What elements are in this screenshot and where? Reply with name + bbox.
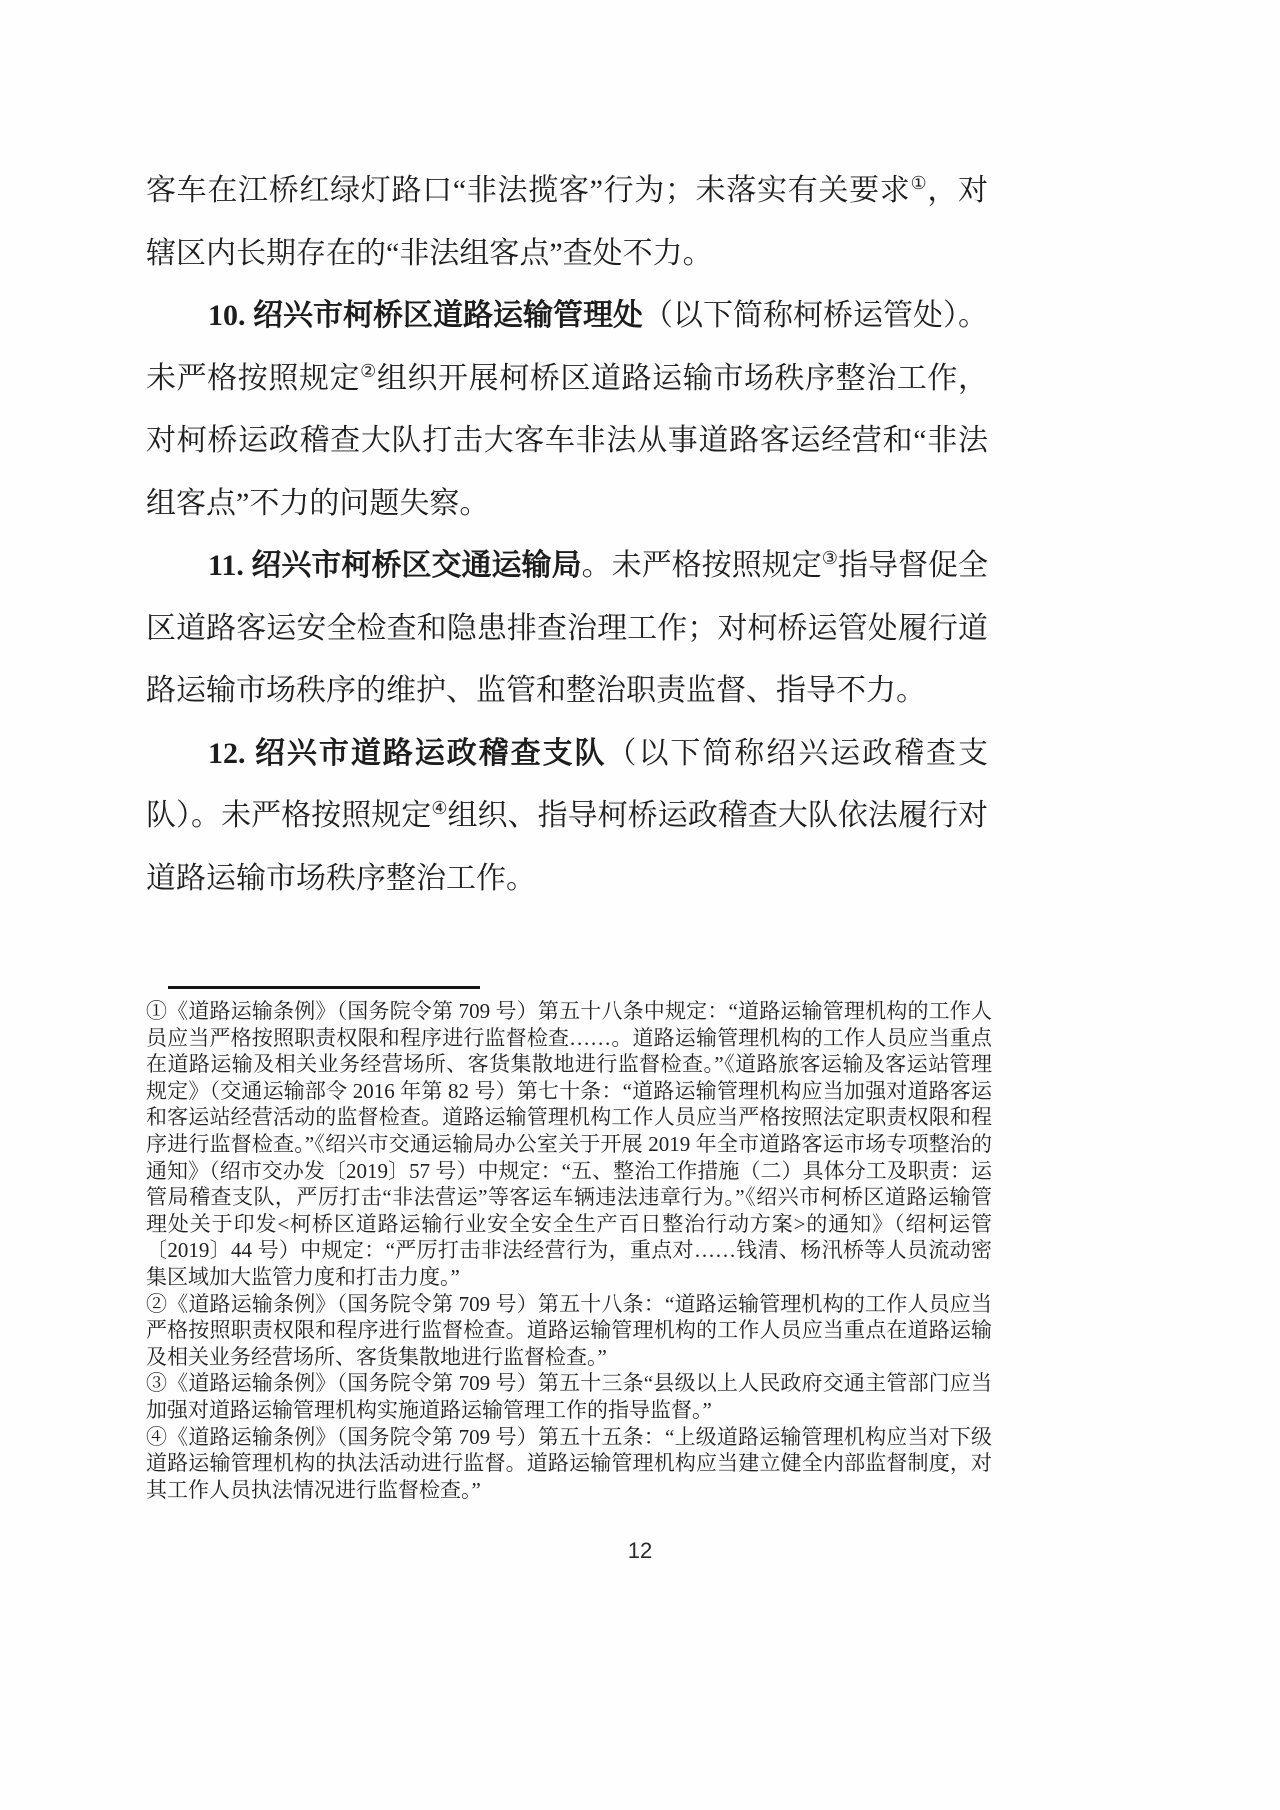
footnotes-section: [146, 998, 992, 1503]
footnote-item: ③《道路运输条例》（国务院令第 709 号）第五十三条“县级以上人民政府交通主管部门应当加强对道路运输管理机构实施道路运输管理工作的指导监督。”: [146, 1371, 992, 1422]
footnote-reference: ②: [360, 360, 377, 381]
footnote-reference: ③: [821, 548, 838, 568]
footnote-item: ④《道路运输条例》（国务院令第 709 号）第五十五条：“上级道路运输管理机构应当对下级道路运输管理机构的执法活动进行监督。道路运输管理机构应当建立健全内部监督制度，对其工作人员执法情况进行监督检查。”: [146, 1424, 992, 1502]
page-number: 12: [627, 1538, 653, 1563]
paragraph-text: 组织、指导柯桥运政稽查大队依法履行对道路运输市场秩序整治工作。: [146, 799, 989, 895]
footnote-item: ②《道路运输条例》（国务院令第 709 号）第五十八条：“道路运输管理机构的工作人员应当严格按照职责权限和程序进行监督检查。道路运输管理机构的工作人员应当重点在道路运输及相关业务经营场所、客货集散地进行监督检查。”: [146, 1291, 992, 1369]
paragraph-text: 指导督促全区道路客运安全检查和隐患排查治理工作；对柯桥运管处履行道路运输市场秩序的维护、监管和整治职责监督、指导不力。: [146, 549, 989, 707]
footnote-reference: ④: [431, 798, 448, 818]
paragraph-heading: 11. 绍兴市柯桥区交通运输局: [208, 549, 582, 582]
para-continuation: [146, 160, 988, 285]
para-item-10: [146, 285, 988, 535]
paragraph-text: 。未严格按照规定: [581, 549, 822, 582]
body-text: [146, 160, 988, 910]
para-item-12: [146, 723, 988, 911]
paragraph-text: ，对辖区内长期存在的“非法组客点”查处不力。: [146, 174, 988, 270]
paragraph-text: （以下简称柯桥运管处）。未严格按照规定: [146, 299, 988, 395]
footnote-reference: ①: [910, 173, 928, 193]
paragraph-heading: 12. 绍兴市道路运政稽查支队: [208, 736, 607, 770]
paragraph-text: 组织开展柯桥区道路运输市场秩序整治工作，对柯桥运政稽查大队打击大客车非法从事道路客运经营和“非法组客点”不力的问题失察。: [146, 361, 989, 520]
paragraph-heading: 10. 绍兴市柯桥区道路运输管理处: [208, 299, 643, 332]
footnote-item: ①《道路运输条例》（国务院令第 709 号）第五十八条中规定：“道路运输管理机构的工作人员应当严格按照职责权限和程序进行监督检查……。道路运输管理机构的工作人员应当重点在道路运输及相关业务经营场所、客货集散地进行监督检查。”《道路旅客运输及客运站管理规定》（交通运输部令 2016 年第 82 号）第七十条：“道路运输管理机构应当加强对道路客运和客运站经营活动的监督检查。道路运输管理机构工作人员应当严格按照法定职责权限和程序进行监督检查。”《绍兴市交通运输局办公室关于开展 2019 年全市道路客运市场专项整治的通知》（绍市交办发〔2019〕57 号）中规定：“五、整治工作措施（二）具体分工及职责：运管局稽查支队，严厉打击“非法营运”等客运车辆违法违章行为。”《绍兴市柯桥区道路运输管理处关于印发<柯桥区道路运输行业安全安全生产百日整治行动方案>的通知》（绍柯运管〔2019〕44 号）中规定：“严厉打击非法经营行为，重点对……钱清、杨汛桥等人员流动密集区域加大监管力度和打击力度。”: [146, 999, 992, 1289]
paragraph-text: 客车在江桥红绿灯路口“非法揽客”行为；未落实有关要求: [146, 174, 911, 207]
footnote-separator: [168, 986, 480, 989]
para-item-11: [146, 535, 988, 723]
paragraph-text: （以下简称绍兴运政稽查支队）。未严格按照规定: [146, 736, 989, 832]
